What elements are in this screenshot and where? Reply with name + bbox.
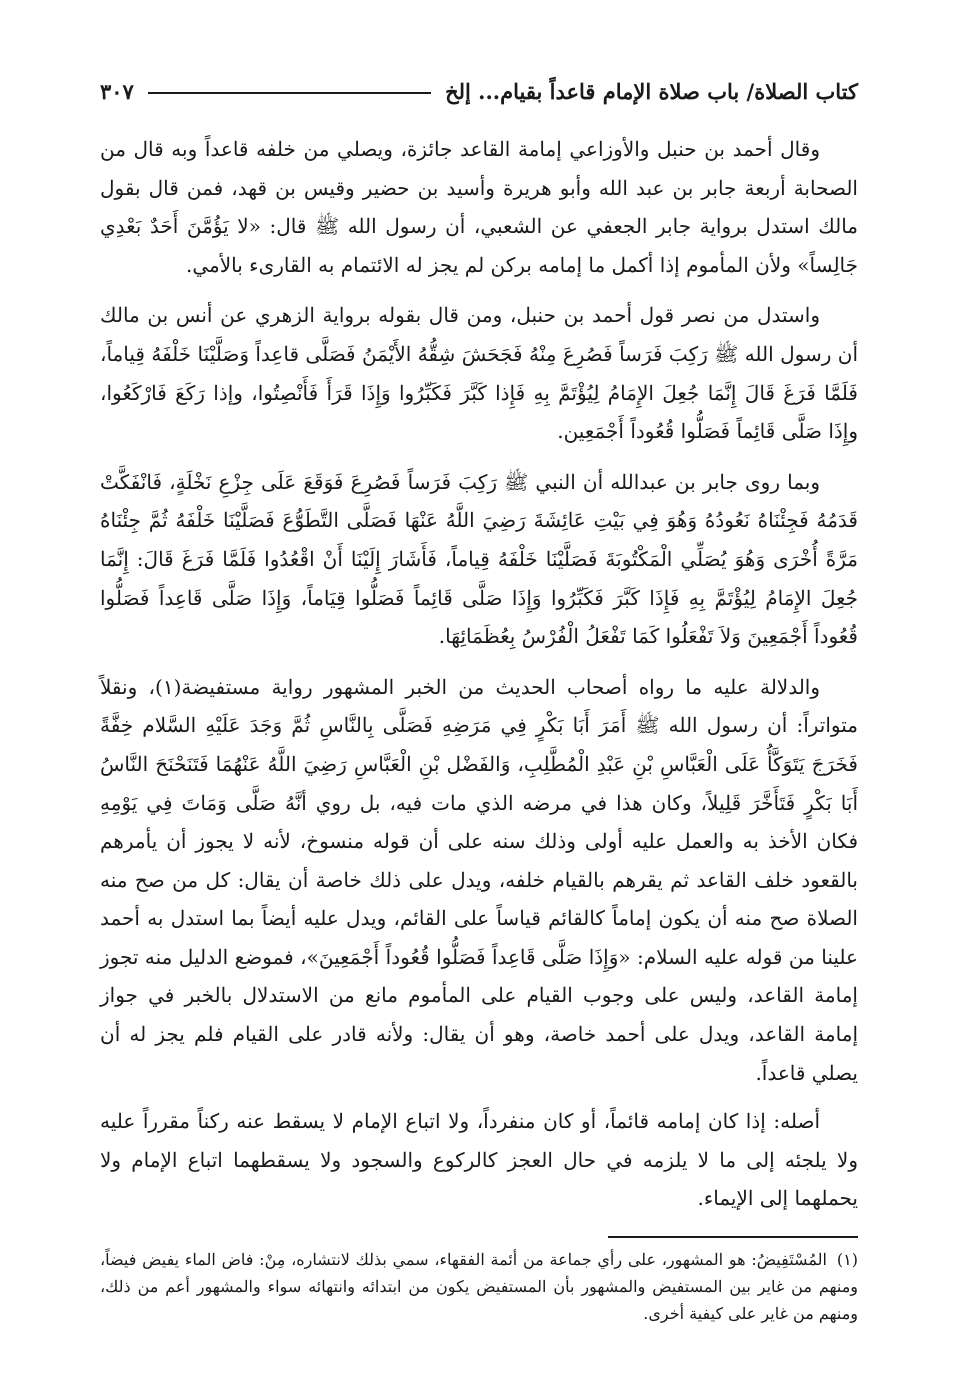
- paragraph-4: والدلالة عليه ما رواه أصحاب الحديث من الخبر المشهور رواية مستفيضة(١)، ونقلاً متواتراً: أن رسول الله ﷺ أَمَرَ أَبَا بَكْرٍ فِي مَرَضِهِ فَصَلَّى بِالنَّاسِ ثُمَّ وَجَدَ عَلَيْهِ السَّلام خِفَّةً فَخَرَجَ يَتَوَكَّأُ عَلَى الْعَبَّاسِ بْنِ عَبْدِ الْمُطَّلِبِ، وَالفَضْل بْنِ الْعَبَّاسِ رَضِيَ اللَّهُ عَنْهُمَا فَتَنَحْنَحَ النَّاسُ أَبَا بَكْرٍ فَتَأَخَّرَ قَلِيلاً، وكان هذا في مرضه الذي مات فيه، بل روي أنَّهُ صَلَّى وَمَاتَ فِي يَوْمِهِ فكان الأخذ به والعمل عليه أولى وذلك سنه على أن قوله منسوخ، لأنه لا يجوز أن يأمرهم بالقعود خلف القاعد ثم يقرهم بالقيام خلفه، ويدل على ذلك خاصة أن يقال: كل من صح منه الصلاة صح منه أن يكون إماماً كالقائم قياساً على القائم، ويدل عليه أيضاً بما استدل به أحمد علينا من قوله عليه السلام: «وَإِذَا صَلَّى قَاعِداً فَصَلُّوا قُعُوداً أَجْمَعِينَ»، فموضع الدليل منه تجوز إمامة القاعد، وليس على وجوب القيام على المأموم مانع من الاستدلال بالخبر في جواز إمامة القاعد، ويدل على أحمد خاصة، وهو أن يقال: ولأنه قادر على القيام فلم يجز له أن يصلي قاعداً.: [100, 674, 858, 1085]
- running-title: كتاب الصلاة/ باب صلاة الإمام قاعداً بقيام... إلخ: [445, 78, 858, 104]
- page-number: ٣٠٧: [100, 78, 134, 104]
- paragraph-2: واستدل من نصر قول أحمد بن حنبل، ومن قال بقوله برواية الزهري عن أنس بن مالك أن رسول الله ﷺ رَكِبَ فَرَساً فَصُرِعَ مِنْهُ فَجَحَشَ شِقُّهُ الأَيْمَنُ فَصَلَّى قاعِداً وَصَلَّيْنَا خَلْفَهُ قِياماً، فَلَمَّا فَرَغَ قَالَ إِنَّمَا جُعِلَ الإِمَامُ لِيُؤْتَمَّ بِهِ فَإِذا كَبَّرَ فَكَبِّرُوا وَإِذَا قَرَأَ فَأَنْصِتُوا، وإذا رَكَعَ فَارْكَعُوا، وإِذَا صَلَّى قَائِماً فَصَلُّوا قُعُوداً أَجْمَعِين.: [100, 303, 858, 444]
- footnote-divider: [608, 1236, 858, 1238]
- paragraph-5: أصله: إذا كان إمامه قائماً، أو كان منفرداً، ولا اتباع الإمام لا يسقط عنه ركناً مقرراً عليه ولا يلجئه إلى ما لا يلزمه في حال العجز كالركوع والسجود ولا يسقطهما اتباع الإمام ولا يحملهما إلى الإيماء.: [100, 1109, 858, 1211]
- footnote-number: (١): [836, 1250, 858, 1270]
- footnote-text: المُسْتَفِيضُ: هو المشهور، على رأي جماعة من أئمة الفقهاء، سمي بذلك لانتشاره، مِنْ: فاض الماء يفيض فيضاً، ومنهم من غاير بين المستفيض والمشهور بأن المستفيض يكون من ابتدائه وانتهائه سواء والمشهور أعم من ذلك، ومنهم من غاير على كيفية أخرى.: [100, 1250, 858, 1324]
- footnote: [100, 1246, 858, 1327]
- header-rule: [148, 92, 431, 94]
- main-text: [100, 130, 858, 1218]
- page-header: [100, 70, 858, 112]
- paragraph-1: وقال أحمد بن حنبل والأوزاعي إمامة القاعد جائزة، ويصلي من خلفه قاعداً وبه قال من الصحابة أربعة جابر بن عبد الله وأبو هريرة وأسيد بن حضير وقيس بن قهد، فمن قال بقول مالك استدل برواية جابر الجعفي عن الشعبي، أن رسول الله ﷺ قال: «لا يَؤُمَّنَ أَحَدٌ بَعْدِي جَالِساً» ولأن المأموم إذا أكمل ما إمامه بركن لم يجز له الائتمام به القارىء بالأمي.: [100, 137, 858, 277]
- paragraph-3: وبما روى جابر بن عبدالله أن النبي ﷺ رَكِبَ فَرَساً فَصُرِعَ فَوَقَعَ عَلَى جِزْعِ نَخْلَةٍ، فَانْفَكَّتْ قَدَمُهُ فَجِئْنَاهُ نَعُودُهُ وَهُوَ فِي بَيْتِ عَائِشَةَ رَضِيَ اللَّهُ عَنْهَا فَصَلَّى التَّطَوُّعَ فَصَلَّيْنَا خَلْفَهُ ثُمَّ جِئْنَاهُ مَرَّةً أُخْرَى وَهُوَ يُصَلِّي الْمَكْتُوبَةَ فَصَلَّيْنَا خَلْفَهُ قِياماً، فَأَشَارَ إِلَيْنَا أَنْ اقْعُدُوا فَلَمَّا فَرَغَ قَالَ: إِنَّمَا جُعِلَ الإِمَامُ لِيُؤْتَمَّ بِهِ فَإِذَا كَبَّرَ فَكَبِّرُوا وَإِذَا صَلَّى قَائِماً فَصَلُّوا قِيَاماً، وَإِذَا صَلَّى قَاعِداً فَصَلُّوا قُعُوداً أَجْمَعِينَ وَلاَ تَفْعَلُوا كَمَا تَفْعَلُ الْفُرْسُ بِعُظَمَائِهَا.: [100, 469, 858, 649]
